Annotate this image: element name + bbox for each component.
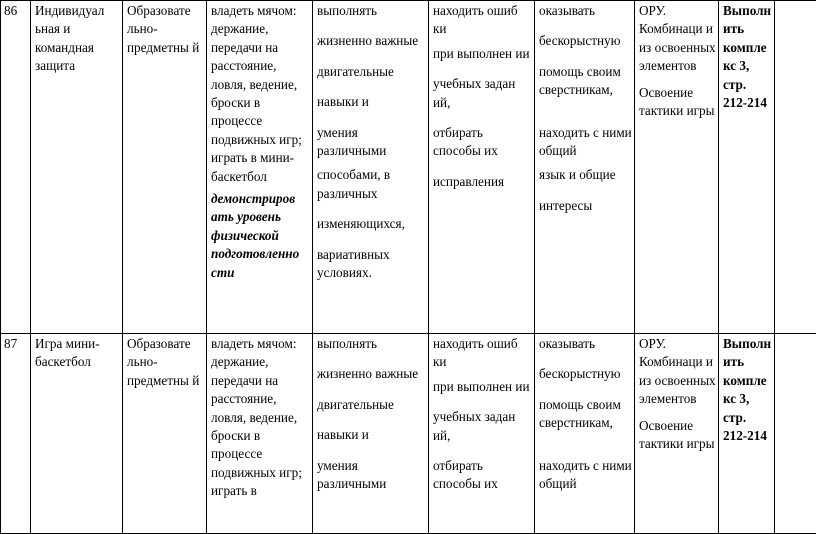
lesson-type: Образовате льно- предметны й	[123, 1, 207, 334]
cell-line: бескорыстную	[539, 32, 632, 50]
cell-line: бескорыстную	[539, 365, 632, 383]
cell-line: жизненно важные	[317, 32, 426, 50]
lesson-topic: Индивидуал ьная и командная защита	[31, 1, 123, 334]
cell-line: при выполнен ии	[433, 378, 532, 396]
table-row	[1, 334, 816, 534]
cell-line: помощь своим сверстникам,	[539, 63, 632, 100]
lesson-number: 87	[1, 334, 31, 534]
cell-line: способами, в различных	[317, 166, 426, 203]
cell-line: учебных задан ий,	[433, 75, 532, 112]
cell-line: интересы	[539, 197, 632, 215]
cell-line: изменяющихся,	[317, 215, 426, 233]
skills-text: владеть мячом: держание, передачи на расстояние, ловля, ведение, броски в процессе подвижных игр; играть в	[211, 335, 310, 501]
subject-skills	[207, 1, 313, 334]
personal-results-cell	[535, 1, 635, 334]
cell-line: исправления	[433, 173, 532, 191]
cell-line: находить ошиб ки	[433, 335, 532, 372]
cell-line: навыки и	[317, 93, 426, 111]
cell-line: при выполнен ии	[433, 45, 532, 63]
lesson-number: 86	[1, 1, 31, 334]
notes-cell	[775, 334, 816, 534]
table-row	[1, 1, 816, 334]
homework-cell: Выполн ить компле кс 3, стр. 212-214	[719, 334, 775, 534]
cell-line: Освоение тактики игры	[639, 417, 716, 454]
cell-line: находить ошиб ки	[433, 2, 532, 39]
homework-cell: Выполн ить компле кс 3, стр. 212-214	[719, 1, 775, 334]
cell-line: находить с ними общий	[539, 457, 632, 494]
cell-line: Освоение тактики игры	[639, 84, 716, 121]
cell-line: ОРУ. Комбинаци и из освоенных элементов	[639, 2, 716, 76]
cell-line: оказывать	[539, 335, 632, 353]
lesson-type: Образовате льно- предметны й	[123, 334, 207, 534]
cell-line: умения различными	[317, 124, 426, 161]
cell-line: умения различными	[317, 457, 426, 494]
personal-results-cell	[535, 334, 635, 534]
notes-cell	[775, 1, 816, 334]
error-finding-cell	[429, 334, 535, 534]
skills-text: владеть мячом: держание, передачи на расстояние, ловля, ведение, броски в процессе подвижных игр; играть в мини- баскетбол	[211, 2, 310, 186]
cell-line: оказывать	[539, 2, 632, 20]
cell-line: отбирать способы их	[433, 124, 532, 161]
cell-line: вариативных условиях.	[317, 246, 426, 283]
motor-skills-cell	[313, 1, 429, 334]
lesson-topic: Игра мини- баскетбол	[31, 334, 123, 534]
cell-line: навыки и	[317, 426, 426, 444]
cell-line: язык и общие	[539, 166, 632, 184]
cell-line: выполнять	[317, 335, 426, 353]
cell-line: находить с ними общий	[539, 124, 632, 161]
lesson-content-cell	[635, 334, 719, 534]
cell-line: жизненно важные	[317, 365, 426, 383]
cell-line: помощь своим сверстникам,	[539, 396, 632, 433]
cell-line: двигательные	[317, 63, 426, 81]
cell-line: двигательные	[317, 396, 426, 414]
motor-skills-cell	[313, 334, 429, 534]
subject-skills	[207, 334, 313, 534]
cell-line: ОРУ. Комбинаци и из освоенных элементов	[639, 335, 716, 409]
cell-line: отбирать способы их	[433, 457, 532, 494]
error-finding-cell	[429, 1, 535, 334]
skills-emphasis: демонстриров ать уровень физической подготовленно сти	[211, 190, 310, 282]
lesson-content-cell	[635, 1, 719, 334]
cell-line: выполнять	[317, 2, 426, 20]
cell-line: учебных задан ий,	[433, 408, 532, 445]
